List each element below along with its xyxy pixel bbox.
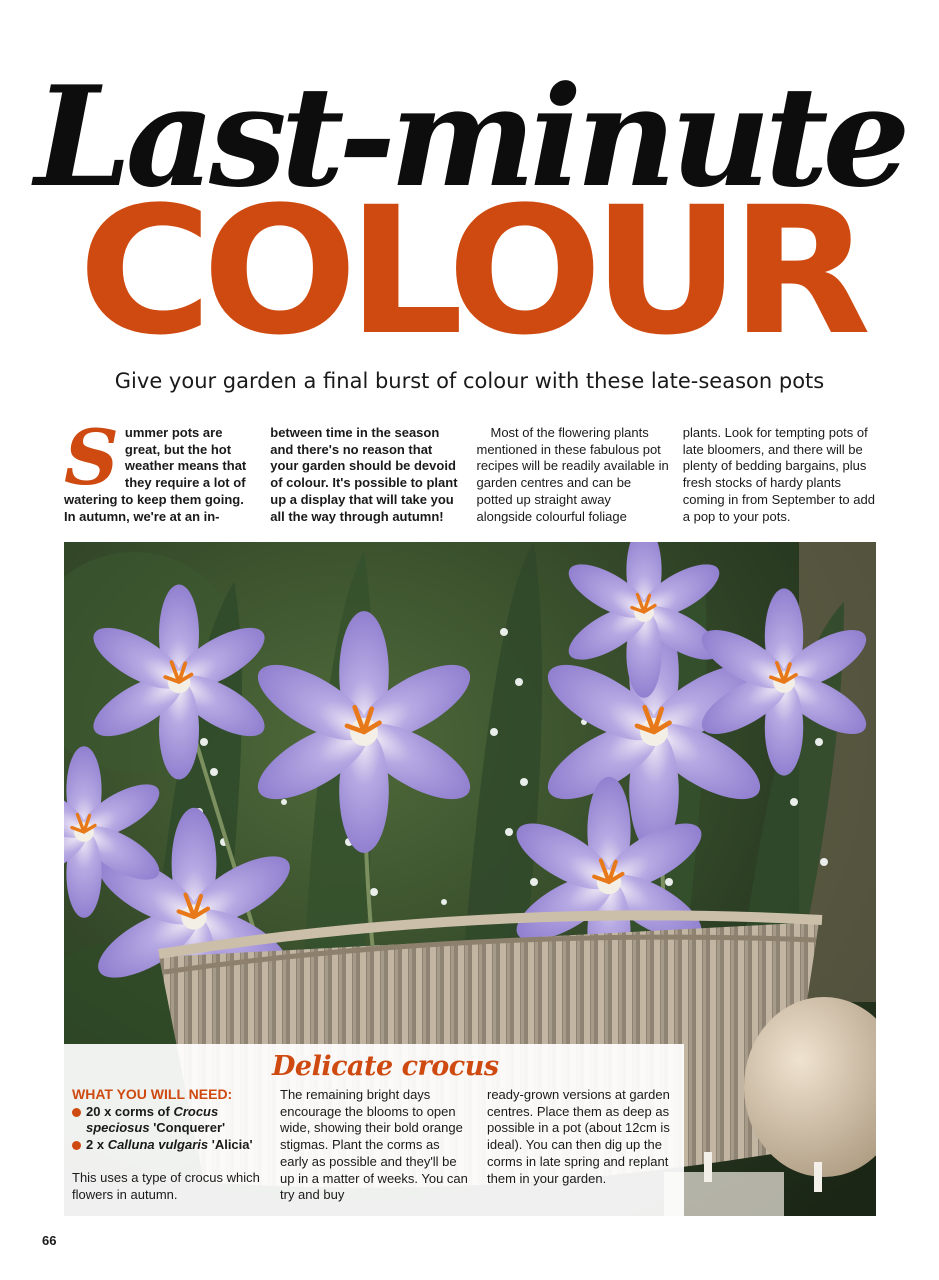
bullet-icon bbox=[72, 1141, 81, 1150]
intro-column-3-text: Most of the flowering plants mentioned in these fabulous pot recipes will be readily available in garden centres and can be potted up straight away alongside colourful foliage bbox=[476, 425, 669, 524]
page-number: 66 bbox=[42, 1233, 57, 1248]
what-you-need bbox=[72, 1086, 262, 1203]
needs-item-latin: Crocus speciosus bbox=[86, 1103, 219, 1136]
intro-column-3 bbox=[477, 425, 670, 530]
needs-item-variety: 'Alicia' bbox=[208, 1137, 253, 1153]
bullet-icon bbox=[72, 1108, 81, 1117]
recipe-title: Delicate crocus bbox=[272, 1051, 499, 1082]
standfirst: Give your garden a final burst of colour with these late-season pots bbox=[114, 369, 825, 393]
intro-column-4: plants. Look for tempting pots of late bloomers, and there will be plenty of bedding bargains, plus fresh stocks of hardy plants coming in from September to add a pop to your pots. bbox=[682, 425, 875, 524]
needs-item-calluna bbox=[72, 1137, 262, 1154]
intro-column-1-text: ummer pots are great, but the hot weather means that they require a lot of watering to keep them going. In autumn, we're at an in- bbox=[64, 425, 247, 524]
needs-item-qty: 20 x corms of bbox=[86, 1103, 174, 1119]
headline-line-2: COLOUR bbox=[78, 169, 861, 374]
recipe-body-column-2: ready-grown versions at garden centres. Place them as deep as possible in a pot (about 12cm is ideal). You can then dig up the corms in late spring and replant them in your garden. bbox=[487, 1087, 670, 1186]
recipe-panel bbox=[64, 1044, 684, 1216]
intro-column-2: between time in the season and there's no reason that your garden should be devoid of colour. It's possible to plant up a display that will take you all the way through autumn! bbox=[270, 425, 458, 524]
intro-text bbox=[64, 413, 876, 530]
drop-cap: S bbox=[64, 413, 119, 502]
needs-item-latin: Calluna vulgaris bbox=[107, 1137, 209, 1153]
needs-item-crocus bbox=[72, 1104, 262, 1137]
recipe-body-column-1: The remaining bright days encourage the blooms to open wide, showing their bold orange stigmas. Plant the corms as early as possible and they'll be up in a matter of weeks. You can try and buy bbox=[280, 1087, 468, 1203]
needs-item-qty: 2 x bbox=[86, 1137, 108, 1153]
needs-heading: WHAT YOU WILL NEED: bbox=[72, 1086, 233, 1102]
needs-note: This uses a type of crocus which flowers in autumn. bbox=[72, 1169, 260, 1202]
headline-line-1: Last-minute bbox=[34, 55, 905, 218]
needs-item-variety: 'Conquerer' bbox=[149, 1120, 226, 1136]
intro-column-1 bbox=[64, 413, 257, 530]
